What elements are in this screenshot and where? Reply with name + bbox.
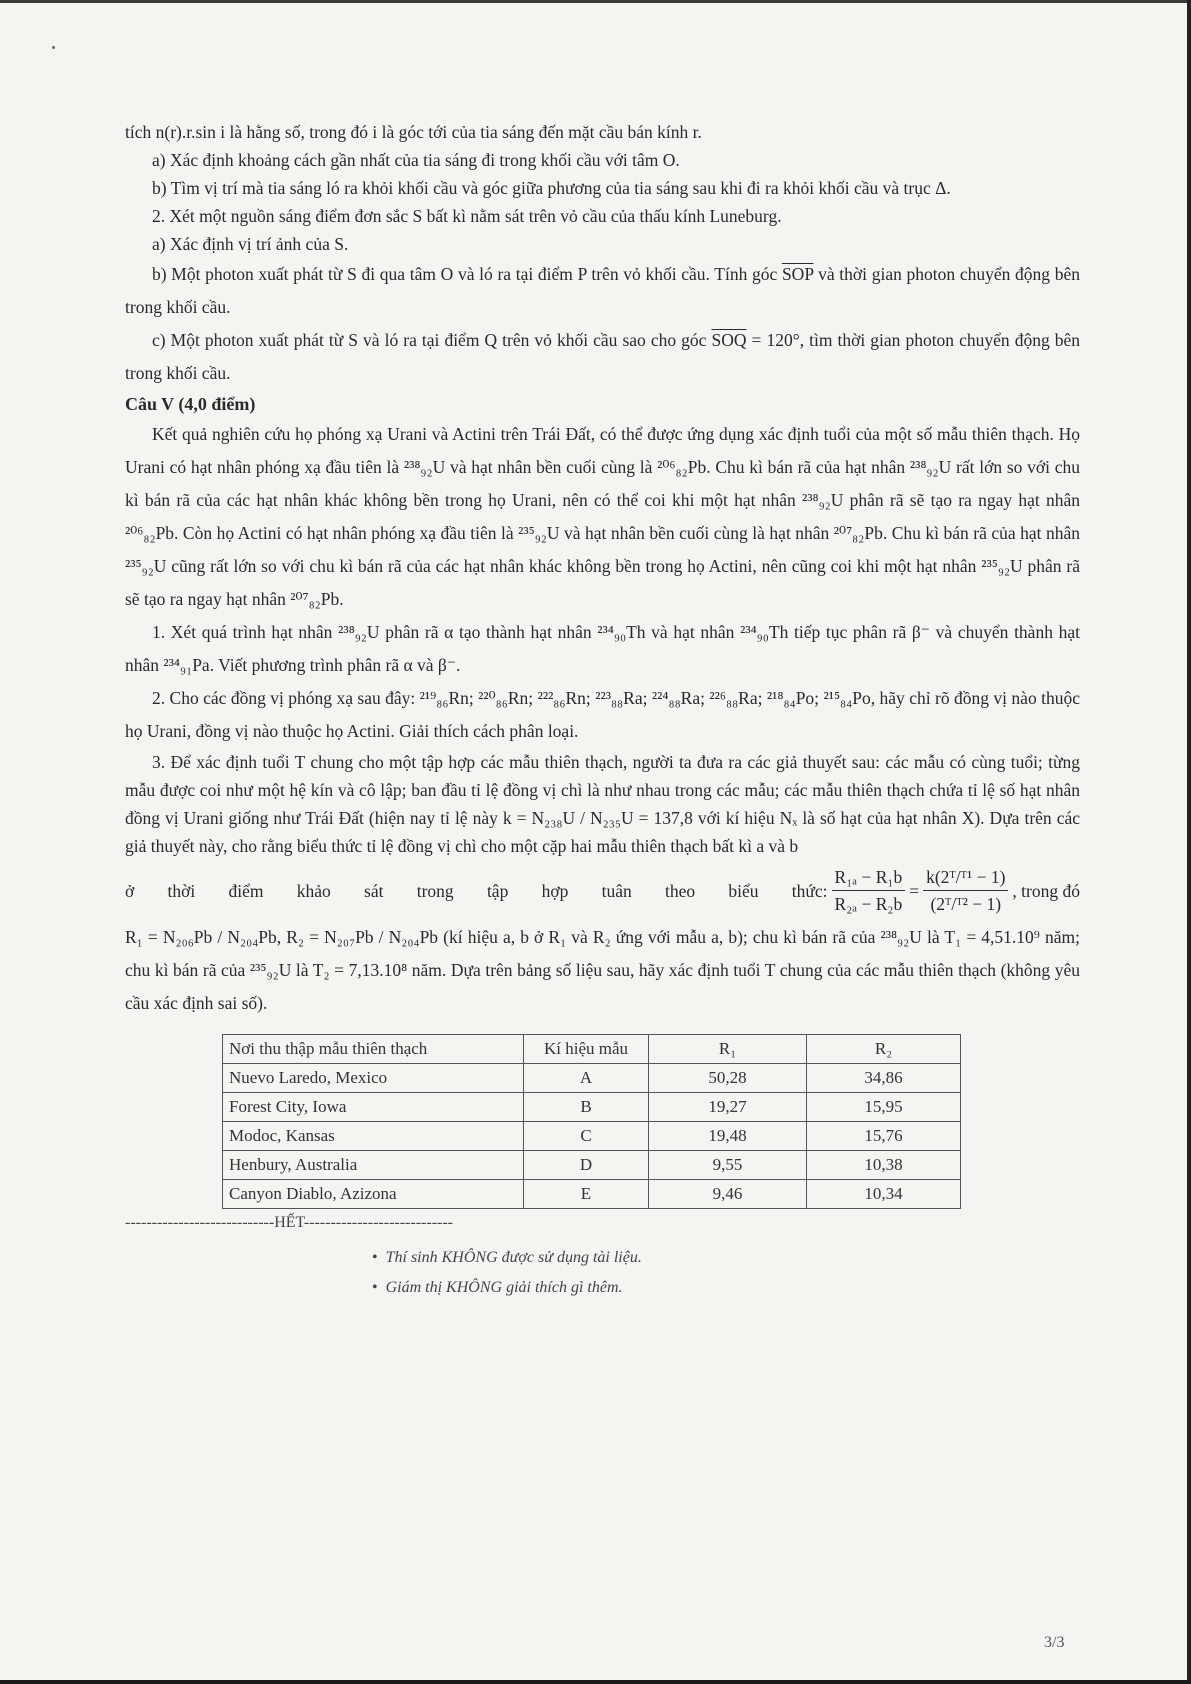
section-paragraph-1: Kết quả nghiên cứu họ phóng xạ Urani và Actini trên Trái Đất, có thể được ứng dụng xác định tuổi của một số mẫu thiên thạch. Họ Urani có hạt nhân phóng xạ đầu tiên là ²³⁸₉₂U và hạt nhân bền cuối cùng là ²⁰⁶₈₂Pb. Chu kì bán rã của hạt nhân ²³⁸₉₂U rất lớn so với chu kì bán rã của các hạt nhân khác không bền trong họ Urani, nên có thể coi khi một hạt nhân ²³⁸₉₂U phân rã sẽ tạo ra ngay hạt nhân ²⁰⁶₈₂Pb. Còn họ Actini có hạt nhân phóng xạ đầu tiên là ²³⁵₉₂U và hạt nhân bền cuối cùng là hạt nhân ²⁰⁷₈₂Pb. Chu kì bán rã của hạt nhân ²³⁵₉₂U cũng rất lớn so với chu kì bán rã của các hạt nhân khác không bền trong họ Actini, nên cũng coi khi một hạt nhân ²³⁵₉₂U phân rã sẽ tạo ra ngay hạt nhân ²⁰⁷₈₂Pb. [125,424,1080,609]
cell-location: Forest City, Iowa [223,1093,524,1122]
formula-row [125,864,1080,917]
note-no-explanation: • Giám thị KHÔNG giải thích gì thêm. [372,1273,1080,1303]
section-question-2: 2. Cho các đồng vị phóng xạ sau đây: ²¹⁹₈₆Rn; ²²⁰₈₆Rn; ²²²₈₆Rn; ²²³₈₈Ra; ²²⁴₈₈Ra; ²²⁶₈₈Ra; ²¹⁸₈₄Po; ²¹⁵₈₄Po, hãy chỉ rõ đồng vị nào thuộc họ Urani, đồng vị nào thuộc họ Actini. Giải thích cách phân loại. [125,688,1080,741]
header-symbol: Kí hiệu mẫu [524,1035,649,1064]
table-row [223,1151,961,1180]
equals-sign: = [909,880,920,901]
document-body [125,118,1080,1303]
table-row [223,1064,961,1093]
cell-r1: 9,46 [649,1180,807,1209]
scan-speck [52,46,55,49]
page-number: 3/3 [1044,1634,1065,1651]
intro-line: tích n(r).r.sin i là hằng số, trong đó i là góc tới của tia sáng đến mặt cầu bán kính r. [125,122,702,142]
angle-soq: $\overline{SOQ}$ [711,330,747,350]
question-2c-tail: = 120°, tìm thời gian photon chuyển động bên trong khối cầu. [125,330,1081,383]
cell-r1: 19,48 [649,1122,807,1151]
cell-location: Canyon Diablo, Azizona [223,1180,524,1209]
ratio-numerator: R₁ₐ − R₁b [832,864,906,891]
scan-border-right [1187,0,1191,1684]
cell-r2: 15,76 [807,1122,961,1151]
note-no-materials: • Thí sinh KHÔNG được sử dụng tài liệu. [372,1243,1080,1273]
cell-r2: 34,86 [807,1064,961,1093]
cell-r1: 19,27 [649,1093,807,1122]
header-location: Nơi thu thập mẫu thiên thạch [223,1035,524,1064]
end-marker: ----------------------------HẾT---------------------------- [125,1214,454,1231]
cell-r2: 15,95 [807,1093,961,1122]
question-2b [125,258,1080,324]
scan-border-top [0,0,1191,3]
section-definitions: R₁ = N₂₀₆Pb / N₂₀₄Pb, R₂ = N₂₀₇Pb / N₂₀₄Pb (kí hiệu a, b ở R₁ và R₂ ứng với mẫu a, b); chu kì bán rã của ²³⁸₉₂U là T₁ = 4,51.10⁹ năm; chu kì bán rã của ²³⁵₉₂U là T₂ = 7,13.10⁸ năm. Dựa trên bảng số liệu sau, hãy xác định tuổi T chung của các mẫu thiên thạch (không yêu cầu xác định sai số). [125,927,1080,1013]
exp-fraction [923,864,1008,917]
table-row [223,1180,961,1209]
formula-tail: , trong đó [1012,880,1080,901]
question-2b-text: b) Một photon xuất phát từ S đi qua tâm O và ló ra tại điểm P trên vỏ khối cầu. Tính góc [152,264,778,284]
section-question-1: 1. Xét quá trình hạt nhân ²³⁸₉₂U phân rã α tạo thành hạt nhân ²³⁴₉₀Th và hạt nhân ²³⁴₉₀Th tiếp tục phân rã β⁻ và chuyển thành hạt nhân ²³⁴₉₁Pa. Viết phương trình phân rã α và β⁻. [125,622,1080,675]
table-header-row [223,1035,961,1064]
cell-r2: 10,34 [807,1180,961,1209]
exp-denominator: (2ᵀ/ᵀ² − 1) [930,894,1002,914]
question-1b: b) Tìm vị trí mà tia sáng ló ra khỏi khối cầu và góc giữa phương của tia sáng sau khi đi ra khỏi khối cầu và trục Δ. [152,178,951,198]
exp-numerator: k(2ᵀ/ᵀ¹ − 1) [923,864,1008,891]
cell-symbol: D [524,1151,649,1180]
cell-r1: 50,28 [649,1064,807,1093]
question-2c-text: c) Một photon xuất phát từ S và ló ra tại điểm Q trên vỏ khối cầu sao cho góc [152,330,707,350]
table-row [223,1093,961,1122]
section-heading: Câu V (4,0 điểm) [125,394,256,414]
exam-notes [372,1243,1080,1303]
meteorite-table [222,1034,961,1209]
cell-location: Nuevo Laredo, Mexico [223,1064,524,1093]
angle-sop: $\overline{SOP}$ [781,264,814,284]
cell-r1: 9,55 [649,1151,807,1180]
question-2a: a) Xác định vị trí ảnh của S. [152,234,349,254]
cell-symbol: A [524,1064,649,1093]
question-2b-tail: và thời gian photon chuyển động bên trong khối cầu. [125,264,1080,317]
formula-lead: ở thời điểm khảo sát trong tập hợp tuân theo biểu thức: [125,880,828,901]
cell-symbol: C [524,1122,649,1151]
ratio-denominator: R₂ₐ − R₂b [834,894,903,914]
section-question-3: 3. Để xác định tuổi T chung cho một tập hợp các mẫu thiên thạch, người ta đưa ra các giả thuyết sau: các mẫu có cùng tuổi; từng mẫu được coi như một hệ kín và cô lập; ban đầu tỉ lệ đồng vị chì là như nhau trong các mẫu; các mẫu thiên thạch chứa tỉ lệ số hạt nhân đồng vị Urani giống như Trái Đất (hiện nay tỉ lệ này k = N₂₃₈U / N₂₃₅U = 137,8 với kí hiệu Nₓ là số hạt của hạt nhân X). Dựa trên các giả thuyết này, cho rằng biểu thức tỉ lệ đồng vị chì cho một cặp hai mẫu thiên thạch bất kì a và b [125,752,1080,856]
cell-r2: 10,38 [807,1151,961,1180]
table-row [223,1122,961,1151]
cell-symbol: E [524,1180,649,1209]
question-2: 2. Xét một nguồn sáng điểm đơn sắc S bất kì nằm sát trên vỏ cầu của thấu kính Luneburg. [152,206,782,226]
cell-location: Modoc, Kansas [223,1122,524,1151]
question-1a: a) Xác định khoảng cách gần nhất của tia sáng đi trong khối cầu với tâm O. [152,150,680,170]
cell-location: Henbury, Australia [223,1151,524,1180]
header-r2: R₂ [807,1035,961,1064]
header-r1: R₁ [649,1035,807,1064]
cell-symbol: B [524,1093,649,1122]
question-2c [125,324,1080,390]
scan-border-bottom [0,1680,1191,1684]
ratio-fraction [832,864,906,917]
